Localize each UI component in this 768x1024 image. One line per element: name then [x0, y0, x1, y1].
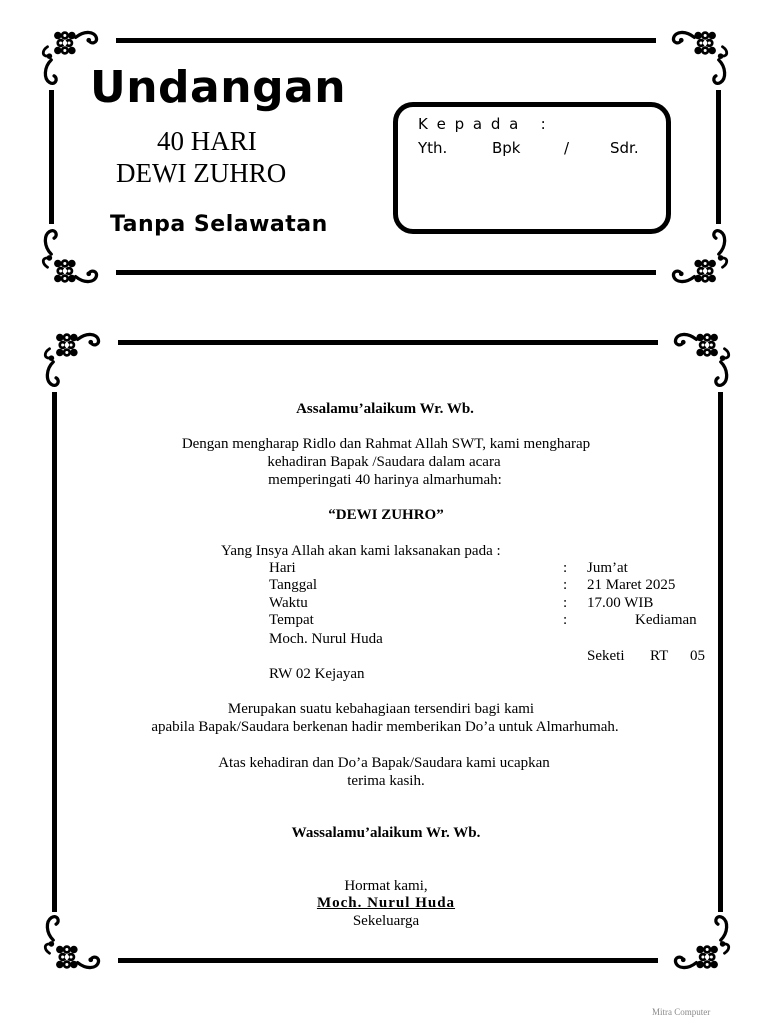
closing-line-1: Merupakan suatu kebahagiaan tersendiri bagi kami: [227, 701, 535, 717]
schedule-intro: Yang Insya Allah akan kami laksanakan pada :: [221, 543, 501, 559]
floral-corner-ornament-icon: [670, 226, 730, 286]
thanks-line-1: Atas kehadiran dan Do’a Bapak/Saudara kami ucapkan: [218, 755, 550, 771]
floral-corner-ornament-icon: [672, 330, 732, 390]
floral-corner-ornament-icon: [40, 226, 100, 286]
detail-separator: :: [563, 612, 568, 628]
detail-label: Hari: [269, 560, 296, 576]
kepada-label: K e p a d a :: [418, 115, 548, 133]
cover-border-left: [49, 90, 54, 224]
deceased-name: “DEWI ZUHRO”: [328, 507, 444, 523]
place-seketi: Seketi: [587, 648, 625, 664]
closing-line-2: apabila Bapak/Saudara berkenan hadir memberikan Do’a untuk Almarhumah.: [151, 719, 619, 735]
detail-separator: :: [563, 577, 568, 593]
event-line: 40 HARI: [157, 126, 257, 156]
bpk-label: Bpk: [492, 139, 521, 157]
detail-value: 17.00 WIB: [587, 595, 654, 611]
place-rw: RW 02 Kejayan: [269, 666, 365, 682]
detail-value: Jum’at: [587, 560, 628, 576]
detail-separator: :: [563, 595, 568, 611]
place-host: Moch. Nurul Huda: [269, 631, 383, 647]
place-rt: RT: [650, 648, 669, 664]
greeting: Assalamu’alaikum Wr. Wb.: [296, 401, 474, 417]
sdr-label: Sdr.: [610, 139, 639, 157]
cover-border-top: [116, 38, 656, 43]
floral-corner-ornament-icon: [670, 28, 730, 88]
farewell: Wassalamu’alaikum Wr. Wb.: [291, 825, 481, 841]
cover-border-right: [716, 90, 721, 224]
letter-card: [42, 330, 732, 972]
detail-label: Tempat: [269, 612, 314, 628]
regards: Hormat kami,: [344, 878, 428, 894]
family-label: Sekeluarga: [352, 913, 420, 929]
footer-credit: Mitra Computer: [652, 1007, 711, 1017]
invitation-title: Undangan: [90, 62, 347, 113]
place-rt-number: 05: [690, 648, 705, 664]
intro-line-3: memperingati 40 harinya almarhumah:: [268, 472, 502, 488]
cover-border-bottom: [116, 270, 656, 275]
intro-line-1: Dengan mengharap Ridlo dan Rahmat Allah SWT, kami mengharap: [181, 436, 591, 452]
cover-subtitle: Tanpa Selawatan: [110, 212, 328, 237]
signer-name: Moch. Nurul Huda: [316, 895, 456, 911]
yth-label: Yth.: [418, 139, 448, 157]
letter-border-bottom: [118, 958, 658, 963]
slash-separator: /: [564, 139, 570, 157]
recipient-address-box[interactable]: [393, 102, 671, 234]
detail-label: Waktu: [269, 595, 308, 611]
detail-value: 21 Maret 2025: [587, 577, 676, 593]
intro-line-2: kehadiran Bapak /Saudara dalam acara: [267, 454, 501, 470]
thanks-line-2: terima kasih.: [347, 773, 425, 789]
letter-border-top: [118, 340, 658, 345]
detail-separator: :: [563, 560, 568, 576]
detail-label: Tanggal: [269, 577, 318, 593]
detail-value: Kediaman: [635, 612, 697, 628]
deceased-name-line: DEWI ZUHRO: [116, 158, 287, 188]
floral-corner-ornament-icon: [42, 330, 102, 390]
